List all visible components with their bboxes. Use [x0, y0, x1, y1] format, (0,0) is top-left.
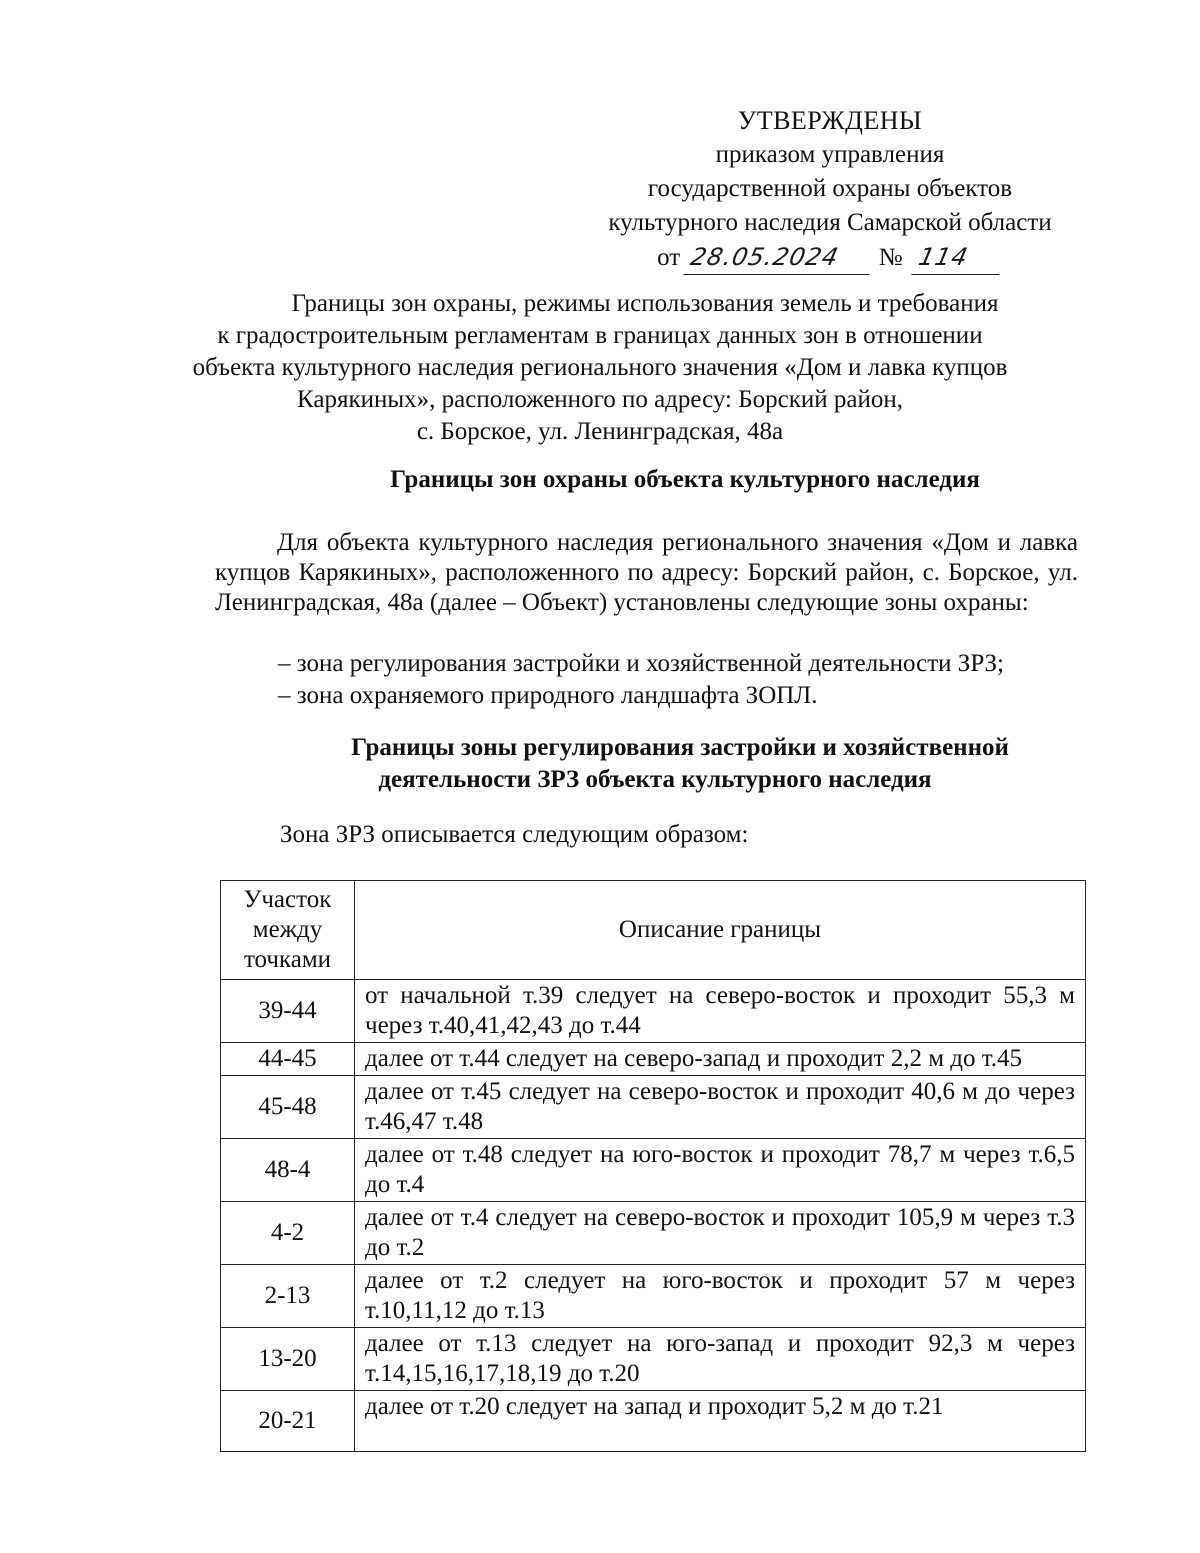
- title-line-1: Границы зон охраны, режимы использования земель и требования: [291, 290, 999, 317]
- order-date-number-line: [560, 240, 1100, 275]
- header-segment: [221, 881, 355, 980]
- segment-cell: 4-2: [221, 1202, 355, 1265]
- table-row: [221, 1391, 1086, 1452]
- table-row: [221, 1265, 1086, 1328]
- table-row: [221, 980, 1086, 1043]
- header-description: Описание границы: [355, 881, 1086, 980]
- zrz-intro: Зона ЗРЗ описывается следующим образом:: [280, 821, 749, 848]
- table-row: [221, 1328, 1086, 1391]
- zones-list: [278, 648, 1078, 712]
- table-row: [221, 1139, 1086, 1202]
- table-row: [221, 1043, 1086, 1076]
- order-from-prefix: от: [657, 244, 681, 271]
- number-sign: №: [878, 244, 903, 271]
- header-segment-line: точками: [243, 946, 332, 973]
- list-item: – зона регулирования застройки и хозяйственной деятельности ЗРЗ;: [278, 650, 1005, 677]
- zrz-heading-line-2: деятельности ЗРЗ объекта культурного наследия: [378, 766, 932, 793]
- section-heading-protection-zones: Границы зон охраны объекта культурного наследия: [390, 466, 980, 493]
- description-cell: далее от т.4 следует на северо-восток и проходит 105,9 м через т.3 до т.2: [355, 1202, 1086, 1265]
- boundary-table: [220, 880, 1086, 1452]
- segment-cell: 39-44: [221, 980, 355, 1043]
- segment-cell: 44-45: [221, 1043, 355, 1076]
- description-cell: от начальной т.39 следует на северо-восток и проходит 55,3 м через т.40,41,42,43 до т.44: [355, 980, 1086, 1043]
- list-item: – зона охраняемого природного ландшафта ЗОПЛ.: [278, 682, 818, 709]
- segment-cell: 45-48: [221, 1076, 355, 1139]
- description-cell: далее от т.2 следует на юго-восток и проходит 57 м через т.10,11,12 до т.13: [355, 1265, 1086, 1328]
- description-cell: далее от т.48 следует на юго-восток и проходит 78,7 м через т.6,5 до т.4: [355, 1139, 1086, 1202]
- segment-cell: 48-4: [221, 1139, 355, 1202]
- table-header-row: [221, 881, 1086, 980]
- description-cell: далее от т.44 следует на северо-запад и проходит 2,2 м до т.45: [355, 1043, 1086, 1076]
- title-line-2: к градостроительным регламентам в границах данных зон в отношении: [217, 322, 983, 349]
- segment-cell: 13-20: [221, 1328, 355, 1391]
- segment-cell: 2-13: [221, 1265, 355, 1328]
- approval-line-3: культурного наследия Самарской области: [608, 209, 1052, 236]
- zrz-heading-line-1: Границы зоны регулирования застройки и хозяйственной: [351, 734, 1009, 761]
- handwritten-order-date: 28.05.2024: [683, 240, 876, 275]
- zones-paragraph-text: Для объекта культурного наследия регионального значения «Дом и лавка купцов Карякиных», расположенного по адресу: Борский район, с. Борское, ул. Ленинградская, 48а (далее – Объект) установлены следующие зоны охраны:: [215, 529, 1078, 616]
- document-title: [120, 288, 1080, 448]
- handwritten-order-number: 114: [911, 240, 1006, 275]
- title-line-3: объекта культурного наследия регионального значения «Дом и лавка купцов: [192, 354, 1008, 381]
- title-line-5: с. Борское, ул. Ленинградская, 48а: [416, 418, 784, 445]
- description-cell: далее от т.45 следует на северо-восток и проходит 40,6 м до через т.46,47 т.48: [355, 1076, 1086, 1139]
- table-row: [221, 1202, 1086, 1265]
- approval-line-1: приказом управления: [715, 141, 945, 168]
- segment-cell: 20-21: [221, 1391, 355, 1452]
- header-segment-line: между: [252, 916, 323, 943]
- approval-block: [560, 104, 1100, 275]
- header-segment-line: Участок: [243, 886, 332, 913]
- approval-line-2: государственной охраны объектов: [647, 175, 1013, 202]
- description-cell: далее от т.20 следует на запад и проходит 5,2 м до т.21: [355, 1391, 1086, 1452]
- table-row: [221, 1076, 1086, 1139]
- description-cell: далее от т.13 следует на юго-запад и проходит 92,3 м через т.14,15,16,17,18,19 до т.20: [355, 1328, 1086, 1391]
- zones-paragraph: [215, 528, 1078, 618]
- title-line-4: Карякиных», расположенного по адресу: Борский район,: [297, 386, 903, 413]
- section-heading-zrz: [160, 732, 1200, 796]
- approval-heading: УТВЕРЖДЕНЫ: [737, 106, 923, 135]
